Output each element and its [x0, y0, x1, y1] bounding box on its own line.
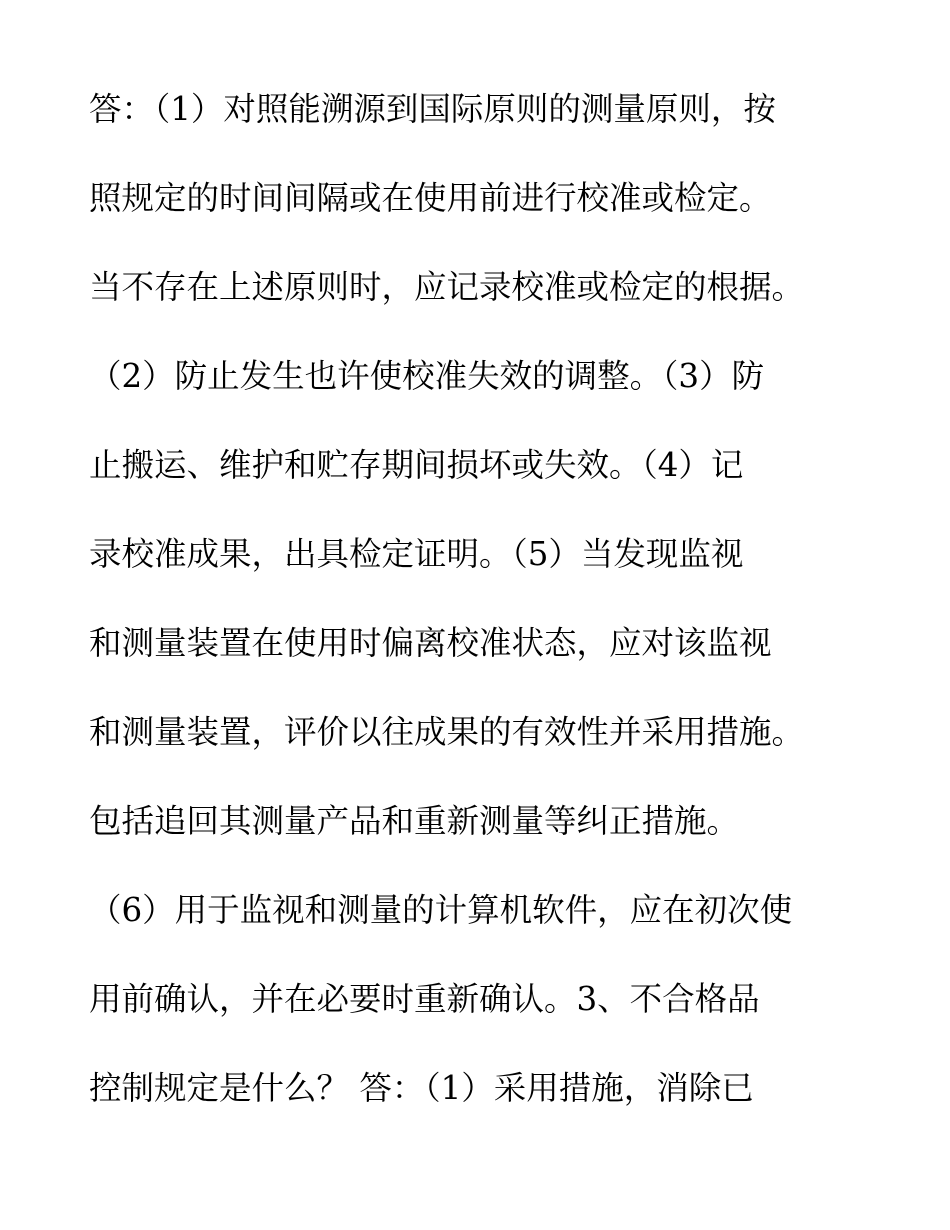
paragraph-line: （2）防止发生也许使校准失效的调整。（3）防	[89, 357, 765, 395]
paragraph-line: 包括追回其测量产品和重新测量等纠正措施。	[89, 802, 740, 840]
paragraph-line: 和测量装置，评价以往成果的有效性并采用措施。	[89, 713, 805, 751]
paragraph-line: 照规定的时间间隔或在使用前进行校准或检定。	[89, 179, 772, 217]
paragraph-line: 止搬运、维护和贮存期间损坏或失效。（4）记	[89, 446, 744, 484]
paragraph-line: 录校准成果，出具检定证明。（5）当发现监视	[89, 535, 744, 573]
paragraph-line: 用前确认，并在必要时重新确认。3、不合格品	[89, 980, 760, 1018]
paragraph-line: 控制规定是什么？ 答：（1）采用措施，消除已	[89, 1069, 754, 1107]
paragraph-line: 当不存在上述原则时，应记录校准或检定的根据。	[89, 268, 805, 306]
paragraph-line: 答：（1）对照能溯源到国际原则的测量原则，按	[89, 90, 776, 128]
paragraph-line: 和测量装置在使用时偏离校准状态，应对该监视	[89, 624, 772, 662]
paragraph-line: （6）用于监视和测量的计算机软件，应在初次使	[89, 891, 793, 929]
